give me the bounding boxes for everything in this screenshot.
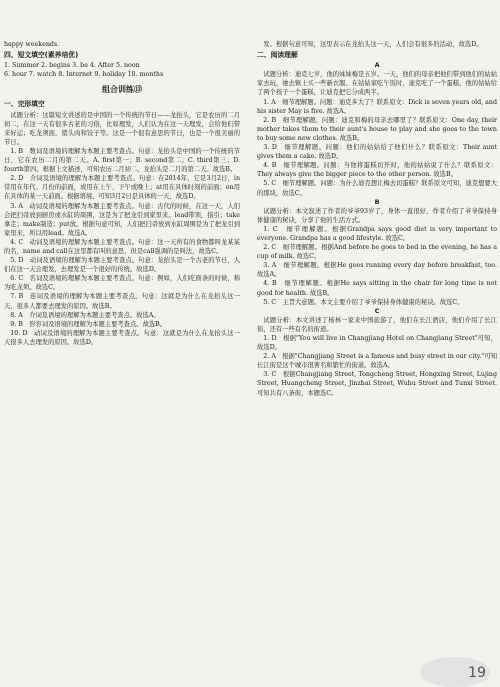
paragraph: 10. D 动词及语境的理解为本题主要考查点。句意：这就是为什么在龙抬头这一天很多人去理发的原因。故选D。 — [4, 329, 240, 346]
answer-line: 6. hour 7. watch 8. Internet 9. holiday 10. months — [4, 71, 164, 79]
paragraph: 8. A 介词及语境的理解为本题主要考查点。故选A。 — [10, 311, 160, 319]
paragraph: 7. B 连词及语境的理解为本题主要考查点。句意：这就是为什么在龙抬头这一天，很多人都要去理发的原因。故选B。 — [4, 293, 240, 310]
paragraph: 5. C 细节理解题。问题：为什么迪克想让梅去切蛋糕？联系原文可知，迪克想要大的那块，故选C。 — [257, 180, 497, 197]
section4-title: 四、短文填空(素养培优) — [4, 51, 79, 60]
paragraph: 试题分析：本文叙述了作者的爷爷93岁了，身体一直很好，作者介绍了爷爷保持身体健康的秘诀，分享了他的生活方式。 — [257, 207, 497, 224]
paragraph: 试题分析：这篇短文讲述的是中国的一个传统的节日——龙抬头，它是农历的二月初二，在这一天有很多古老的习俗，比如理发，人们认为在这一天理发，会给他们带来好运；吃龙须面，猪头肉和饺子等。这是一个很有意思的节日，也是一个很美丽的节日。 — [4, 111, 240, 146]
right-column — [257, 40, 497, 398]
answer-line: 1. Summer 2. begins 3. be 4. After 5. noon — [4, 62, 140, 70]
left-column — [4, 40, 240, 347]
paragraph: 1. D 根据"You will live in Changjiang Hotel on Changjiang Street"可知，故选D。 — [257, 335, 497, 352]
paragraph: 2. A 根据"Changjiang Street is a famous and busy street in our city."可知长江街是这个城市很著名和繁忙的街道。故选A。 — [257, 353, 497, 370]
paragraph: 5. C 主旨大意题。本文主要介绍了爷爷保持身体健康的秘诀。故选C。 — [263, 298, 464, 306]
intro-line: happy weekends. — [4, 41, 60, 48]
passage-label: B — [374, 198, 380, 206]
passage-label: A — [374, 62, 380, 70]
paragraph: 3. C 根据Changjiang Street, Tongcheng Street, Hongxing Street, Lujing Street, Huangcheng Street, Jinzhai Street, Wuhu Street and Tunxi Street. 可知共有八条街，本题选C。 — [257, 371, 497, 397]
paragraph: 3. D 细节理解题。问题：他们的姑姑给了他们什么？联系原文：Their aunt gives them a cake. 故选D。 — [257, 144, 497, 161]
exercise-heading: 组合训练⑬ — [102, 85, 142, 95]
passage-label: C — [374, 307, 380, 315]
paragraph: 试题分析：本文讲述了杨林一家来中国旅游了，他们在长江酒店，他们介绍了长江街，还有一些有名的街道。 — [257, 316, 497, 333]
section1-title: 一、完形填空 — [4, 100, 45, 109]
page-number: 19 — [468, 665, 486, 681]
paragraph: 4. B 细节理解题。根据He says sitting in the chair for long time is not good for health. 故选B。 — [257, 280, 497, 297]
paragraph: 2. C 细节理解题。根据And before he goes to bed in the evening, he has a cup of milk. 故选C。 — [257, 244, 497, 261]
paragraph: 9. B 形容词及语境的理解为本题主要考查点。故选B。 — [10, 320, 167, 328]
section2-title: 二、阅读理解 — [257, 51, 298, 60]
paragraph: 1. C 细节理解题。根据Grandpa says good diet is very important to everyone. Grandpa has a good lifestyle. 故选C。 — [257, 225, 497, 242]
paragraph: 2. D 介词及语境的理解为本题主要考查点。句意：在2014年，它是3月2日，in常用在年代、月份的前面，或用在上午、下午或晚上；at用在具体时刻的前面；on用在具体的某一天前面。根据语境，可知3月2日是具体的一天，故选D。 — [4, 175, 240, 201]
paragraph: 1. A 细节理解题。问题：迪克多大了？联系原文：Dick is seven years old, and his sister May is five. 故选A。 — [257, 98, 498, 115]
paragraph: 2. B 细节理解题。问题：迪克和梅的母亲去哪里了？联系原文：One day, their mother takes them to their aunt's house to play and she goes to the town to buy some new clothes. 故选B。 — [257, 116, 497, 142]
paragraph: 发。根据句意可知，这里表示在龙抬头这一天，人们会有很多的活动，故选D。 — [263, 41, 483, 48]
paragraph: 3. A 细节理解题。根据He goes running every day before breakfast, too. 故选A。 — [257, 262, 497, 279]
paragraph: 5. D 动词及语境的理解为本题主要考查点。句意：龙抬头是一个古老的节日，人们在这一天会理发，去理发是一个很好的传统。故选D。 — [4, 257, 240, 274]
paragraph: 3. A 动词及语境的理解为本题主要考查点。句意：古代的时候，在这一天，人们会把扫帚放到厨房或水缸的周围，这是为了把龙引到家里来。lead带领，指引；take拿走；make制造；put放。根据句意可知，人们把扫帚放到水缸周围是为了把龙引到家里来，所以用lead。故选A。 — [4, 202, 240, 237]
paragraph: 试题分析：迪克七岁，他的妹妹梅是五岁。一天，他们的母亲把他们带到他们的姑姑家去玩，她去镇上买一些新衣服。在姑姑家吃午饭时，迪克吃了一个蛋糕，他的姑姑给了两个孩子一个蛋糕，让迪克把它分成两半。 — [257, 71, 497, 97]
paragraph: 4. B 细节理解题。问题：当他将蛋糕切开时，他的姑姑说了什么？联系原文：They always give the bigger piece to the other person. 故选B。 — [257, 162, 497, 179]
paragraph: 6. C 名词及语境的理解为本题主要考查点。句意：例如，人们吃面条的时候，称为吃龙须。故选C。 — [4, 275, 240, 292]
paragraph: 1. B 数词及语境的理解为本题主要考查点。句意：龙抬头是中国的一个传统的节日，它在农历二月的第二天。A. first第一；B. second第二；C. third第三；D. fourth第四。根据上文描述，可知农历二月初二，龙抬头是二月的第二天。故选B。 — [4, 147, 240, 174]
paragraph: 4. C 动词及语境的理解为本题主要考查点。句意：这一天所有的食物都叫龙某某的名，name and call在这里都有叫的意思，但是call强调的是叫法，故选C。 — [4, 238, 240, 255]
